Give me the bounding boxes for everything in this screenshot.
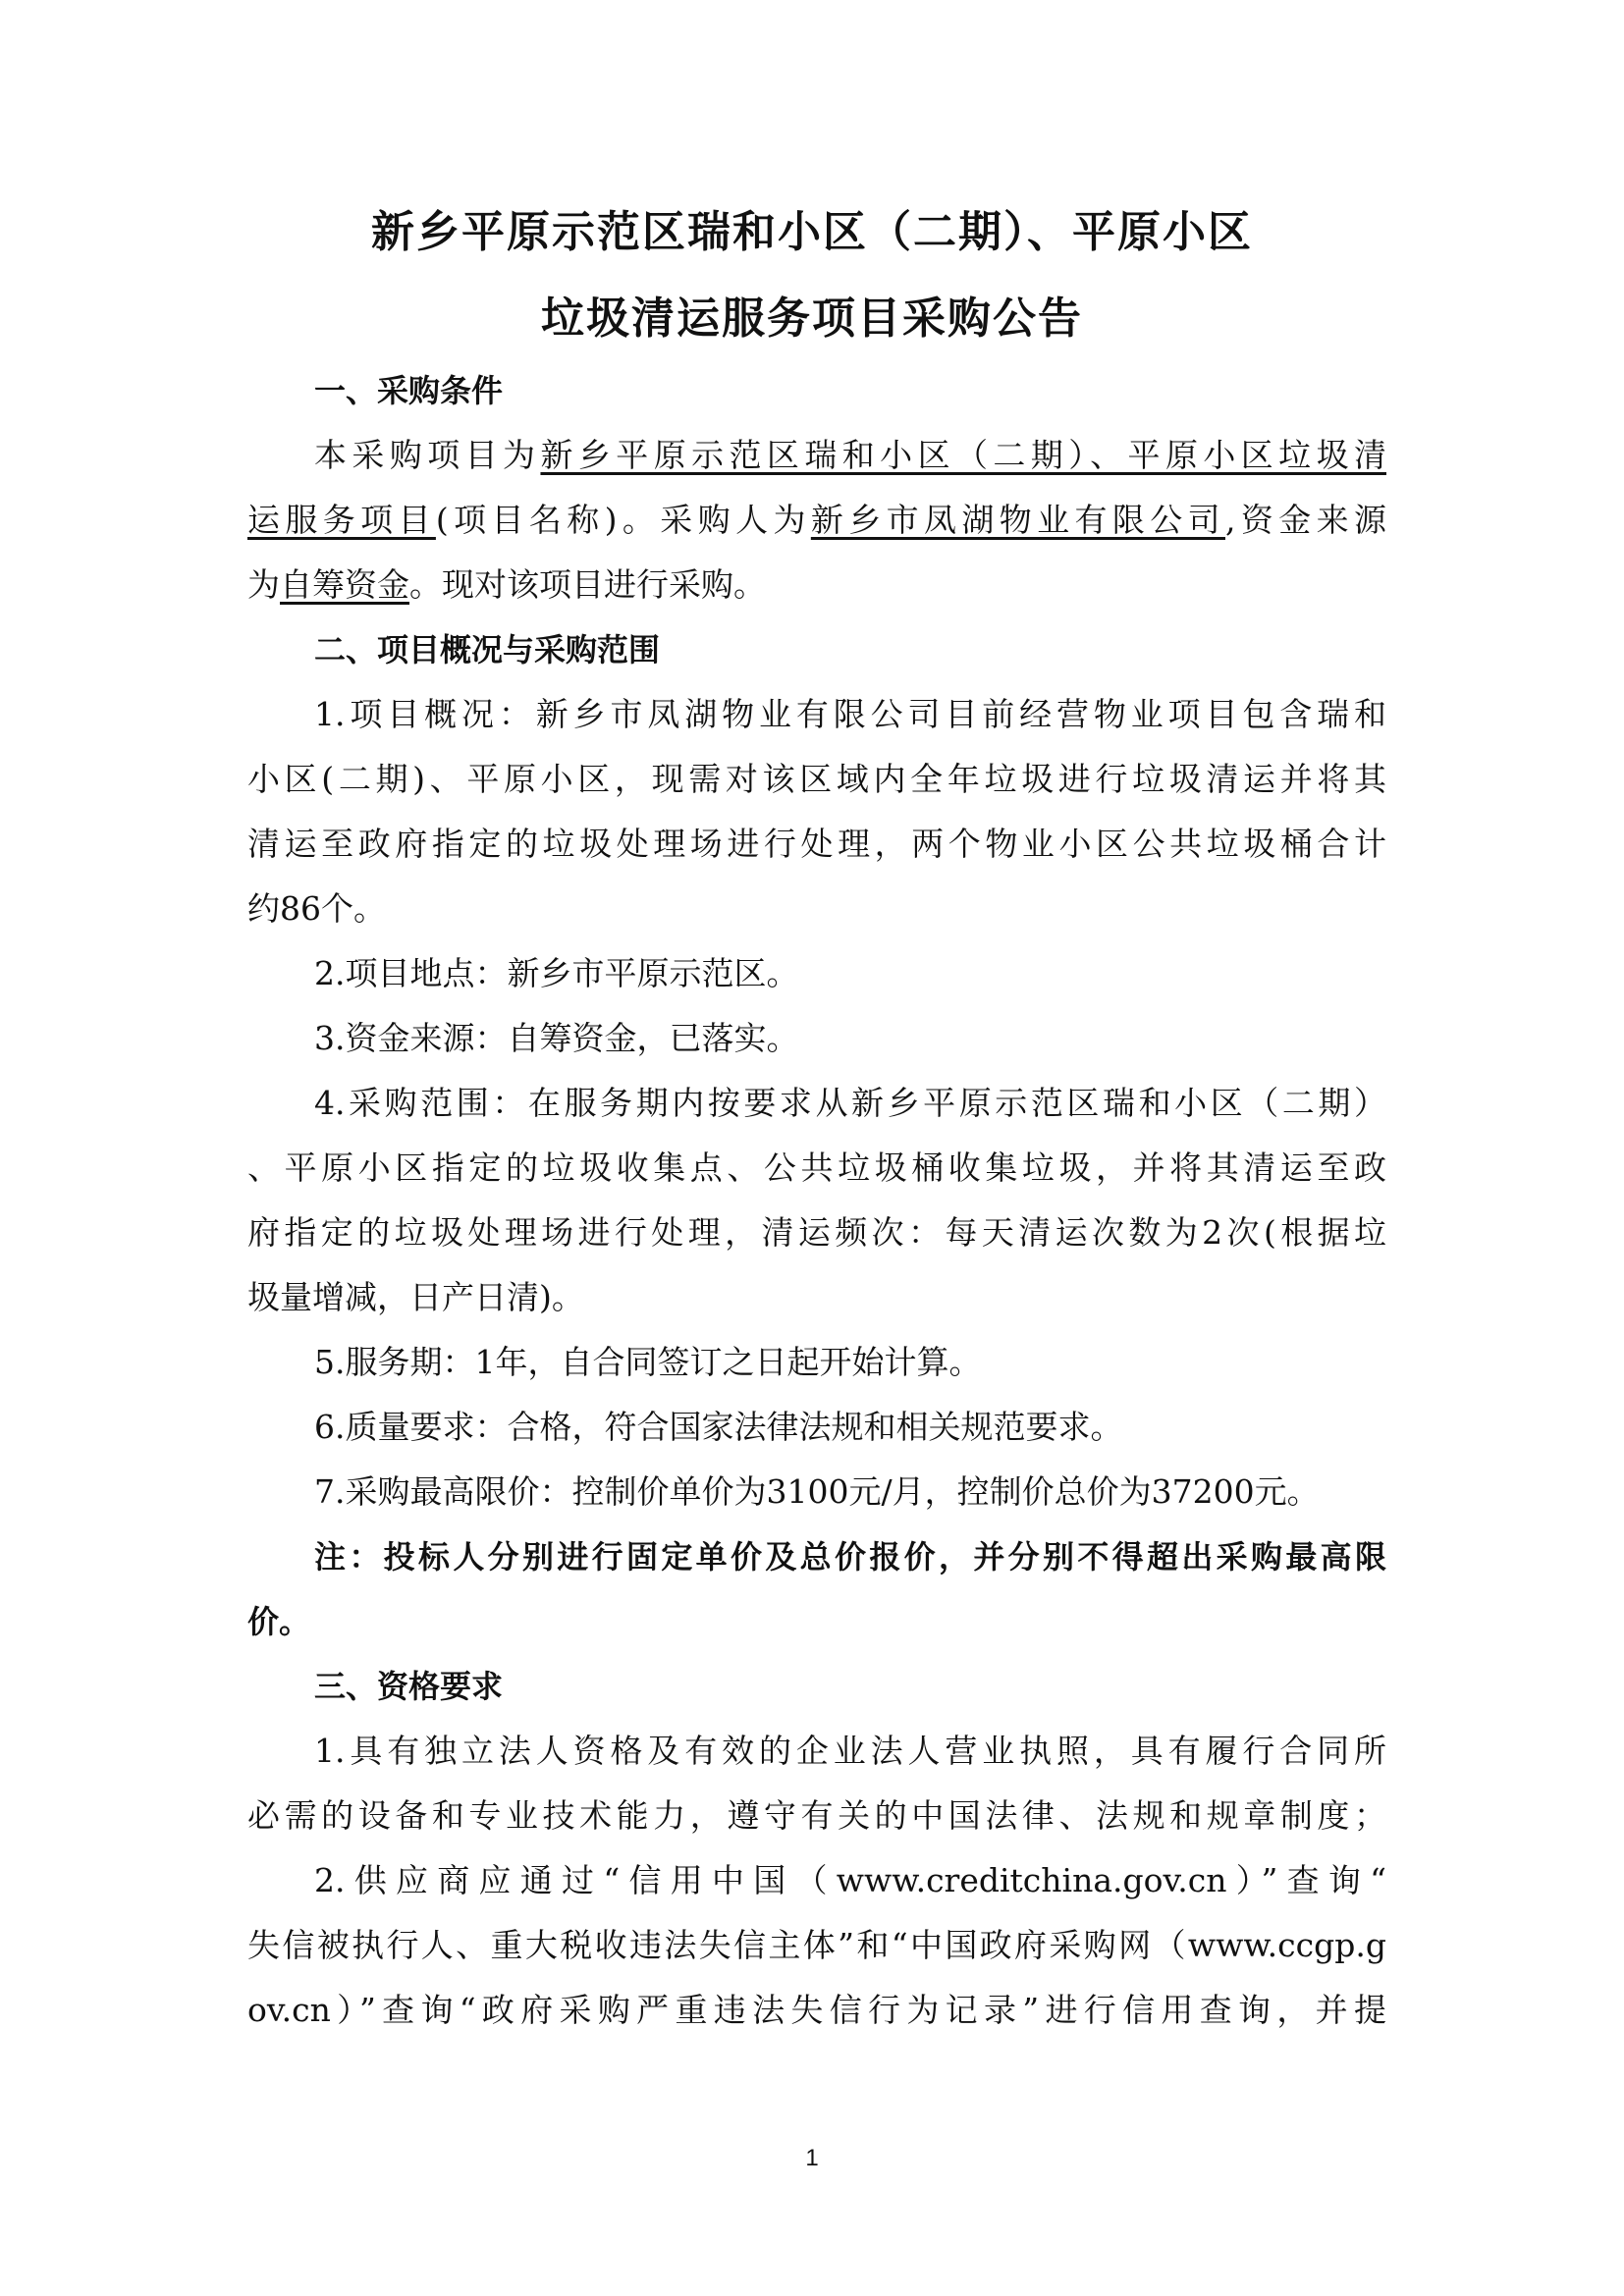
document-title-line2: 垃圾清运服务项目采购公告 — [541, 294, 1083, 344]
section2-line: 清运至政府指定的垃圾处理场进行处理，两个物业小区公共垃圾桶合计 — [247, 825, 1386, 863]
section2-line: 府指定的垃圾处理场进行处理，清运频次：每天清运次数为2次(根据垃 — [247, 1213, 1386, 1252]
section3-line: ov.cn）”查询“政府采购严重违法失信行为记录”进行信用查询，并提 — [247, 1991, 1386, 2029]
section2-line: 2.项目地点：新乡市平原示范区。 — [314, 954, 799, 992]
section2-line: 4.采购范围：在服务期内按要求从新乡平原示范区瑞和小区（二期） — [314, 1084, 1386, 1122]
section2-line: 3.资金来源：自筹资金，已落实。 — [314, 1019, 799, 1057]
section2-line: 约86个。 — [247, 889, 386, 928]
section3-line: 1.具有独立法人资格及有效的企业法人营业执照，具有履行合同所 — [314, 1732, 1386, 1770]
text-span: 本采购项目为 — [314, 436, 541, 474]
section1-paragraph-line — [247, 423, 1386, 488]
text-span: ,资金来源 — [1225, 501, 1386, 539]
section2-line: 小区(二期)、平原小区，现需对该区域内全年垃圾进行垃圾清运并将其 — [247, 760, 1386, 798]
text-span: (项目名称)。采购人为 — [435, 501, 811, 539]
section1-heading: 一、采购条件 — [314, 372, 504, 409]
section2-line: 圾量增减，日产日清)。 — [247, 1278, 584, 1316]
document-title-line1: 新乡平原示范区瑞和小区（二期）、平原小区 — [371, 207, 1253, 257]
section2-heading: 二、项目概况与采购范围 — [314, 631, 661, 668]
text-span: 为 — [247, 565, 280, 604]
funding-source: 自筹资金 — [280, 565, 409, 604]
page-number: 1 — [805, 2145, 819, 2171]
section2-line: 6.质量要求：合格，符合国家法律法规和相关规范要求。 — [314, 1408, 1123, 1446]
section1-paragraph-line — [247, 488, 1386, 553]
section3-line: 失信被执行人、重大税收违法失信主体”和“中国政府采购网（www.ccgp.g — [247, 1926, 1386, 1964]
purchaser-name: 新乡市凤湖物业有限公司 — [810, 501, 1225, 539]
section3-line: 2.供应商应通过“信用中国（www.creditchina.gov.cn）”查询“ — [314, 1861, 1386, 1899]
project-name: 新乡平原示范区瑞和小区（二期）、平原小区垃圾清 — [540, 436, 1386, 474]
project-name-cont: 运服务项目 — [247, 501, 436, 539]
section2-line: 1.项目概况：新乡市凤湖物业有限公司目前经营物业项目包含瑞和 — [314, 695, 1386, 733]
section2-line: 7.采购最高限价：控制价单价为3100元/月，控制价总价为37200元。 — [314, 1472, 1320, 1511]
text-span: 。现对该项目进行采购。 — [409, 565, 766, 604]
section3-line: 必需的设备和专业技术能力，遵守有关的中国法律、法规和规章制度； — [247, 1796, 1386, 1835]
price-note: 价。 — [247, 1603, 311, 1640]
section3-heading: 三、资格要求 — [314, 1668, 504, 1705]
section2-line: 、平原小区指定的垃圾收集点、公共垃圾桶收集垃圾，并将其清运至政 — [247, 1148, 1386, 1187]
section2-line: 5.服务期：1年，自合同签订之日起开始计算。 — [314, 1343, 982, 1381]
section1-paragraph-line — [247, 553, 1386, 617]
document-body — [247, 358, 1386, 2043]
price-note: 注：投标人分别进行固定单价及总价报价，并分别不得超出采购最高限 — [314, 1538, 1386, 1575]
